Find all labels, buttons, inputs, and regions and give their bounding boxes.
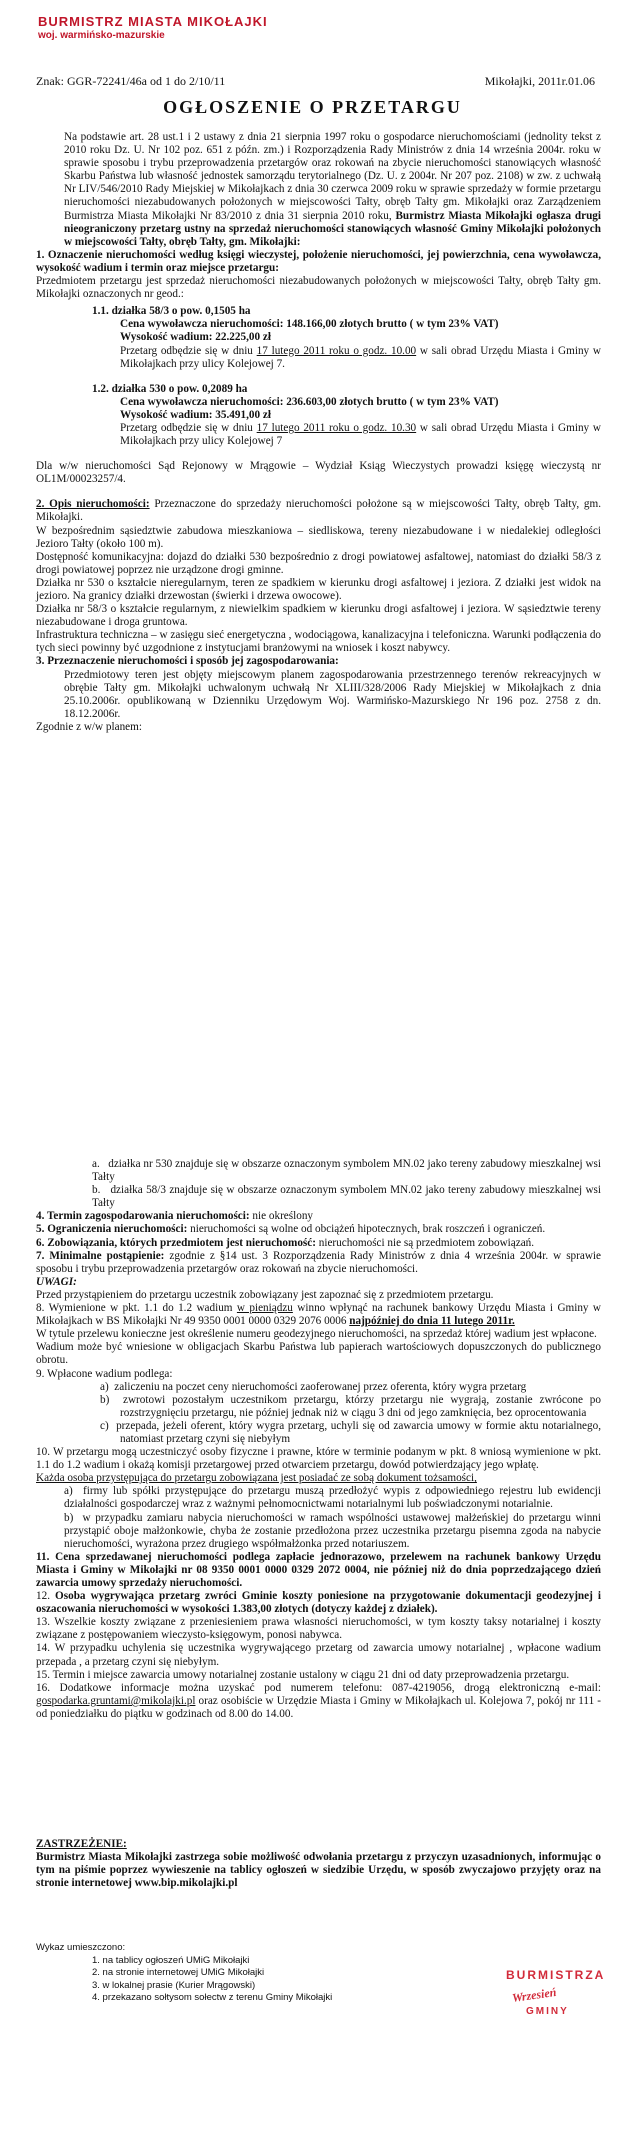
reservation-title: ZASTRZEŻENIE: [36,1838,127,1850]
plot-number: 1.2. [92,382,109,395]
section-14: 14. W przypadku uchylenia się uczestnika wygrywającego przetarg od zawarcia umowy notarialnej , wpłacone wadium przepada , a przetarg czyni się niebyłym. [36,1642,601,1668]
section-3-title: 3. Przeznaczenie nieruchomości i sposób jej zagospodarowania: [36,655,339,668]
section-16 [36,1682,601,1721]
plot-name: działka 530 o pow. 0,2089 ha [111,382,248,395]
section-2-paragraph: W bezpośrednim sąsiedztwie zabudowa mieszkaniowa – siedliskowa, tereny niezabudowane i w niedalekiej odległości Jezioro Tałty (około 100 m). [36,524,601,550]
signature-line-1: BURMISTRZA [506,1968,606,1982]
item-letter: b) [100,1393,110,1406]
office-stamp [38,14,268,41]
section-4-text: nie określony [249,1210,314,1223]
section-6 [36,1237,601,1250]
section-8-pre: 8. Wymienione w pkt. 1.1 do 1.2 wadium [36,1302,237,1315]
item-letter: a) [100,1380,109,1393]
plot-date-pre: Przetarg odbędzie się w dniu [120,421,257,434]
section-9-item [36,1420,601,1446]
signature-line-2: Wrzesień [511,1984,558,2006]
section-12-text: Osoba wygrywająca przetarg zwróci Gminie koszty poniesione na przygotowanie dokumentacji geodezyjnej i oszacowania nieruchomości w wysokości 1.383,00 złotych (dotyczy każdej z działek). [36,1590,601,1616]
signature-stamp [486,1968,606,2038]
plot-date-post: w sali obrad Urzędu Miasta i Gminy w Mikołajkach przy ulicy Kolejowej 7. [120,344,601,370]
section-2-paragraph: Infrastruktura techniczna – w zasięgu sieć energetyczna , wodociągowa, kanalizacyjna i telefoniczna. Warunki podłączenia do tych sieci powinny być uzgodnione z instytucjami branżowymi na wniosek i koszt nabywcy. [36,629,601,655]
section-2-paragraph: Dostępność komunikacyjna: dojazd do działki 530 bezpośrednio z drogi powiatowej asfaltowej, natomiast do działki 58/3 z drogi powiatowej poprzez nie urządzone drogi gminne. [36,550,601,576]
stamp-line-1: BURMISTRZ MIASTA MIKOŁAJKI [38,14,268,29]
posted-item: 1. na tablicy ogłoszeń UMiG Mikołajki [92,1954,250,1966]
item-text: zwrotowi pozostałym uczestnikom przetargu, którzy przetargu nie wygrają, zostanie zwrócone po rozstrzygnięciu przetargu, nie później jednak niż w ciągu 3 dni od jego zamknięcia, bez oprocentowania [120,1393,601,1419]
document-title: OGŁOSZENIE O PRZETARGU [163,97,462,117]
posted-item: 4. przekazano sołtysom sołectw z terenu Gminy Mikołajki [92,1992,333,2003]
section-16-pre: 16. Dodatkowe informacje można uzyskać pod numerem telefonu: 087-4219056, drogą elektroniczną e-mail: [36,1681,601,1694]
item-text: w przypadku zamiaru nabycia nieruchomości w ramach wspólności ustawowej małżeńskiej do przetargu winni przystąpić oboje małżonkowie, chyba że zostanie przedłożona przez uczestnika przetargu pisemna zgoda na nabycie nieruchomości, wyrażona przez drugiego współmałżonka przed notariuszem. [64,1511,601,1550]
reference-number: Znak: GGR-72241/46a od 1 do 2/10/11 [36,74,226,88]
item-letter: a. [92,1158,100,1170]
section-10-text: 10. W przetargu mogą uczestniczyć osoby fizyczne i prawne, które w terminie podanym w pkt. 8 wniosą wymienione w pkt. 1.1 do 1.2 wadium i okażą komisji przetargowej przed otwarciem przetargu, dowód potwierdzający jego wpłatę. [36,1446,601,1472]
plot-date-pre: Przetarg odbędzie się w dniu [120,344,257,357]
item-text: firmy lub spółki przystępujące do przetargu muszą przedłożyć wypis z odpowiedniego rejestru lub ewidencji działalności gospodarczej wraz z ważnymi pełnomocnictwami notarialnymi lub poświadczonymi notarialnie. [64,1485,601,1511]
item-letter: b) [64,1511,74,1524]
section-6-text: nieruchomości nie są przedmiotem zobowiązań. [315,1236,535,1249]
email-link[interactable]: gospodarka.gruntami@mikolajki.pl [36,1694,196,1707]
section-12-number: 12. [36,1590,56,1603]
section-4-title: 4. Termin zagospodarowania nieruchomości: [36,1210,250,1223]
item-letter: a) [64,1485,73,1498]
section-9-item [36,1381,601,1394]
stamp-line-2: woj. warmińsko-mazurskie [38,30,165,41]
plot-2 [36,383,601,448]
plot-price: Cena wywoławcza nieruchomości: 148.166,00 złotych brutto ( w tym 23% VAT) [120,318,499,331]
section-4 [36,1210,601,1223]
plot-name: działka 58/3 o pow. 0,1505 ha [111,305,251,318]
plot-wadium: Wysokość wadium: 22.225,00 zł [120,331,271,344]
posted-item: 3. w lokalnej prasie (Kurier Mrągowski) [92,1979,256,1991]
section-1-title: 1. Oznaczenie nieruchomości według księgi wieczystej, położenie nieruchomości, jej powierzchnia, cena wywoławcza, wysokość wadium i termin oraz miejsce przetargu: [36,248,601,274]
section-9-item [36,1394,601,1420]
document-date: Mikołajki, 2011r.01.06 [484,74,595,88]
section-5 [36,1223,601,1236]
section-5-title: 5. Ograniczenia nieruchomości: [36,1223,188,1236]
plot-1 [36,305,601,370]
plot-price: Cena wywoławcza nieruchomości: 236.603,00 złotych brutto ( w tym 23% VAT) [120,395,499,408]
section-13: 13. Wszelkie koszty związane z przeniesieniem prawa własności nieruchomości, w tym koszty taksy notarialnej i koszty związane z postępowaniem wieczysto-księgowym, ponosi nabywca. [36,1616,601,1642]
section-8-mid: winno wpłynąć na rachunek bankowy Urzędu Miasta i Gminy w Mikołajkach w BS Mikołajki Nr 49 9350 0001 0000 0329 2076 0006 [36,1302,602,1328]
section-8 [36,1302,601,1328]
section-3-text: Przedmiotowy teren jest objęty miejscowym planem zagospodarowania przestrzennego terenów rekreacyjnych w obrębie Tałty gm. Mikołajki uchwalonym uchwałą Nr XLIII/328/2006 Rady Miejskiej w Mikołajkach z dnia 25.10.2006r. opublikowaną w Dzienniku Urzędowym Woj. Warmińsko-Mazurskiego Nr 196 poz. 2758 z dn. 18.12.2006r. [64,668,601,720]
section-7-text: zgodnie z §14 ust. 3 Rozporządzenia Rady Ministrów z dnia 4 września 2004r. w sprawie sposobu i trybu przeprowadzenia przetargów oraz rokowań na zbycie nieruchomości. [36,1249,601,1275]
plan-item-b [36,1184,601,1210]
reservation-section [36,1838,601,1890]
section-5-text: nieruchomości są wolne od obciążeń hipotecznych, brak roszczeń i ograniczeń. [187,1223,546,1236]
section-10-item [36,1485,601,1511]
item-text: przepada, jeżeli oferent, który wygra przetarg, uchyli się od zawarcia umowy w formie aktu notarialnego, natomiast przetarg czyni się niebyłym [116,1419,601,1445]
plot-date: 17 lutego 2011 roku o godz. 10.30 [256,421,417,434]
section-15: 15. Termin i miejsce zawarcia umowy notarialnej zostanie ustalony w ciągu 21 dni od daty przeprowadzenia przetargu. [36,1668,570,1681]
section-2 [36,498,601,524]
item-letter: b. [92,1184,101,1197]
remarks-title: UWAGI: [36,1275,77,1288]
section-8-bonds: Wadium może być wniesione w obligacjach Skarbu Państwa lub papierach wartościowych dopuszczonych do publicznego obrotu. [36,1341,601,1367]
plan-item-a [36,1158,601,1184]
wadium-deadline: najpóźniej do dnia 11 lutego 2011r. [349,1315,515,1328]
section-8-transfer-title: W tytule przelewu konieczne jest określenie numeru geodezyjnego nieruchomości, na sprzedaż której wadium jest wpłacone. [36,1328,597,1341]
plot-date-post: w sali obrad Urzędu Miasta i Gminy w Mikołajkach przy ulicy Kolejowej 7 [120,421,601,448]
section-10-item [36,1512,601,1551]
section-16-post: oraz osobiście w Urzędzie Miasta i Gminy w Mikołajkach ul. Kolejowa 7, pokój nr 111 - od poniedziałku do piątku w godzinach od 8.00 do 14.00. [36,1694,601,1720]
land-register: Dla w/w nieruchomości Sąd Rejonowy w Mrągowie – Wydział Ksiąg Wieczystych prowadzi księgę wieczystą nr OL1M/00023257/4. [36,460,601,486]
plot-date: 17 lutego 2011 roku o godz. 10.00 [256,344,417,357]
intro-paragraph [36,131,601,249]
signature-line-3: GMINY [526,2006,569,2017]
item-letter: c) [100,1419,109,1432]
intro-text: Na podstawie art. 28 ust.1 i 2 ustawy z dnia 21 sierpnia 1997 roku o gospodarce nieruchomościami (jednolity tekst z 2010 roku Dz. U. Nr 102 poz. 651 z późn. zm.) i Rozporządzenia Rady Ministrów z dnia 14 września 2004r. roku w sprawie sposobu i trybu przeprowadzenia przetargów oraz rokowań na zbycie nieruchomości stanowiących własność Skarbu Państwa lub własność jednostek samorządu terytorialnego (Dz. U. z 2004r. Nr 207 poz. 2108) w zw. z uchwałą Nr LIV/546/2010 Rady Miejskiej w Mikołajkach z dnia 30 czerwca 2009 roku w sprawie sprzedaży w formie przetargu nieruchomości niezabudowanych położonych w miejscowości Tałty, obręb Tałty gm. Mikołajki oraz Zarządzeniem Burmistrza Miasta Mikołajki Nr 83/2010 z dnia 31 sierpnia 2010 roku, [64,131,601,222]
section-6-title: 6. Zobowiązania, których przedmiotem jest nieruchomość: [36,1236,316,1249]
section-7-title: 7. Minimalne postąpienie: [36,1249,165,1262]
section-10-identity: Każda osoba przystępująca do przetargu zobowiązana jest posiadać ze sobą dokument tożsamości, [36,1472,477,1485]
section-2-title: 2. Opis nieruchomości: [36,498,150,511]
item-text: działka 58/3 znajduje się w obszarze oznaczonym symbolem MN.02 jako tereny zabudowy mieszkalnej wsi Tałty [92,1184,601,1210]
posted-title: Wykaz umieszczono: [36,1942,126,1953]
remarks-text: Przed przystąpieniem do przetargu uczestnik zobowiązany jest zapoznać się z przedmiotem przetargu. [36,1288,494,1301]
announcement-bold: Burmistrz Miasta Mikołajki ogłasza drugi nieograniczony przetarg ustny na sprzedaż nieruchomości stanowiących własność Gminy Mikołajki położonych w miejscowości Tałty, obręb Tałty, gm. Mikołajki: [64,209,601,248]
plot-number: 1.1. [92,305,109,318]
section-2-paragraph: Działka nr 58/3 o kształcie regularnym, z niewielkim spadkiem w kierunku drogi asfaltowej i jeziora. W sąsiedztwie tereny niezabudowane i droga gruntowa. [36,603,601,629]
posted-item: 2. na stronie internetowej UMiG Mikołajki [92,1967,265,1978]
section-2-paragraph: Działka nr 530 o kształcie nieregularnym, teren ze spadkiem w kierunku drogi asfaltowej i jeziora. Z działki jest widok na jezioro. Na granicy działki drzewostan (świerki i drzewa owocowe). [36,576,601,602]
section-12 [36,1590,601,1616]
section-9-title: 9. Wpłacone wadium podlega: [36,1367,173,1380]
upper-section [36,131,601,734]
section-11: 11. Cena sprzedawanej nieruchomości podlega zapłacie jednorazowo, przelewem na rachunek bankowy Urzędu Miasta i Gminy w Mikołajki nr 08 9350 0001 0000 0329 2072 0004, nie później niż do dnia poprzedzającego dzień zawarcia umowy sprzedaży nieruchomości. [36,1550,601,1589]
section-7 [36,1250,601,1276]
section-1-text: Przedmiotem przetargu jest sprzedaż nieruchomości niezabudowanych położonych w miejscowości Tałty, obręb Tałty gm. Mikołajki oznaczonych nr geod.: [36,275,601,301]
reservation-text: Burmistrz Miasta Mikołajki zastrzega sobie możliwość odwołania przetargu z przyczyn uzasadnionych, informując o tym na piśmie poprzez wywieszenie na tablicy ogłoszeń w siedzibie Urzędu, w sposób zwyczajowo przyjęty oraz na stronie internetowej www.bip.mikolajki.pl [36,1851,601,1890]
item-text: zaliczeniu na poczet ceny nieruchomości zaoferowanej przez oferenta, który wygra przetarg [114,1380,527,1393]
lower-section [36,1158,601,1721]
plan-extract-label: Zgodnie z w/w planem: [36,720,142,733]
section-2-lead: Przeznaczone do sprzedaży nieruchomości położone są w miejscowości Tałty, obręb Tałty, gm. Mikołajki. [36,498,601,524]
plot-wadium: Wysokość wadium: 35.491,00 zł [120,408,271,421]
item-text: działka nr 530 znajduje się w obszarze oznaczonym symbolem MN.02 jako tereny zabudowy mieszkalnej wsi Tałty [92,1158,601,1184]
section-8-underlined: w pieniądzu [236,1302,293,1315]
